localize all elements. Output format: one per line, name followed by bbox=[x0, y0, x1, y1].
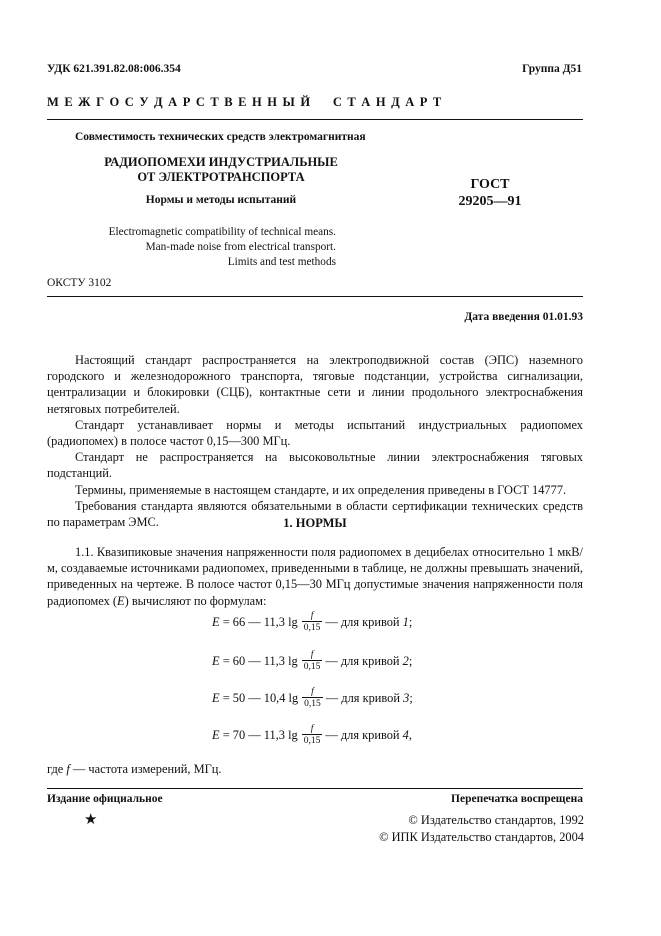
formula-tail: — для кривой bbox=[325, 691, 401, 705]
gost-number: 29205—91 bbox=[458, 194, 522, 209]
formula-curve-3 bbox=[212, 687, 413, 709]
official-edition: Издание официальное bbox=[47, 793, 163, 805]
formula-fraction bbox=[302, 650, 323, 672]
formula-expr: = 60 — 11,3 lg bbox=[222, 654, 298, 668]
fraction-denominator: 0,15 bbox=[303, 662, 321, 672]
fraction-numerator: f bbox=[310, 611, 314, 621]
doc-subtitle: Нормы и методы испытаний bbox=[145, 194, 297, 206]
formula-curve-2 bbox=[212, 650, 412, 672]
formula-end: ; bbox=[408, 654, 413, 668]
okstu-rule bbox=[47, 296, 583, 297]
footer-rule bbox=[47, 788, 583, 789]
formula-lhs: E bbox=[212, 691, 220, 705]
english-title-line3: Limits and test methods bbox=[227, 256, 336, 268]
fraction-denominator: 0,15 bbox=[303, 736, 321, 746]
paragraph-establishes: Стандарт устанавливает нормы и методы испытаний индустриальных радиопомех (радиопомех) в полосе частот 0,15—300 МГц. bbox=[47, 417, 583, 449]
formula-curve-number: 4 bbox=[402, 728, 409, 742]
reprint-notice: Перепечатка воспрещена bbox=[451, 793, 583, 805]
english-title bbox=[70, 225, 336, 270]
category-line: Совместимость технических средств электромагнитная bbox=[75, 131, 366, 143]
where-prefix: где bbox=[47, 762, 67, 776]
doc-title-line2: ОТ ЭЛЕКТРОТРАНСПОРТА bbox=[137, 170, 305, 184]
clause-1-1-text-a: 1.1. Квазипиковые значения напряженности поля радиопомех в децибелах относительно 1 мкВ/м, создаваемые источниками радиопомех, приведенными в таблице, не должны превышать значений, приведенных на чертеже. В полосе частот 0,15—30 МГц допустимые значения напряженности поля радиопомех ( bbox=[47, 545, 583, 608]
formula-end: , bbox=[408, 728, 412, 742]
standard-banner: М Е Ж Г О С У Д А Р С Т В Е Н Н Ы Й С Т А Н Д А Р Т bbox=[47, 95, 443, 109]
fraction-numerator: f bbox=[311, 687, 314, 697]
formula-curve-1 bbox=[212, 611, 412, 633]
formula-curve-4 bbox=[212, 724, 412, 746]
formula-tail: — для кривой bbox=[325, 615, 400, 629]
paragraph-exclusion: Стандарт не распространяется на высоковольтные линии электроснабжения тяговых подстанций. bbox=[47, 450, 583, 481]
okstu-code: ОКСТУ 3102 bbox=[47, 277, 112, 289]
paragraph-requirements: Требования стандарта являются обязательными в области сертификации технических средств по параметрам ЭМС. bbox=[47, 498, 583, 530]
gost-label: ГОСТ bbox=[470, 177, 510, 192]
udk-code: УДК 621.391.82.08:006.354 bbox=[47, 63, 181, 75]
clause-1-1-var: E bbox=[117, 593, 125, 608]
banner-rule bbox=[47, 119, 583, 120]
where-suffix: — частота измерений, МГц. bbox=[69, 762, 222, 776]
formula-fraction bbox=[302, 687, 323, 709]
formula-lhs: E bbox=[212, 728, 220, 742]
group-code: Группа Д51 bbox=[522, 63, 582, 75]
formula-curve-number: 3 bbox=[403, 691, 410, 705]
section-heading: 1. НОРМЫ bbox=[283, 516, 347, 530]
copyright-2004: © ИПК Издательство стандартов, 2004 bbox=[379, 830, 584, 844]
formula-end: ; bbox=[408, 615, 413, 629]
formula-tail: — для кривой bbox=[325, 728, 400, 742]
formula-fraction bbox=[302, 724, 323, 746]
intro-text bbox=[47, 352, 583, 530]
clause-1-1 bbox=[47, 544, 583, 609]
fraction-numerator: f bbox=[310, 724, 314, 734]
fraction-denominator: 0,15 bbox=[304, 699, 321, 709]
fraction-denominator: 0,15 bbox=[303, 623, 321, 633]
fraction-numerator: f bbox=[310, 650, 314, 660]
formula-expr: = 70 — 11,3 lg bbox=[222, 728, 298, 742]
english-title-line1: Electromagnetic compatibility of technical means. bbox=[108, 226, 336, 238]
formula-expr: = 66 — 11,3 lg bbox=[222, 615, 298, 629]
formula-expr: = 50 — 10,4 lg bbox=[222, 691, 299, 705]
star-icon: ★ bbox=[84, 810, 98, 828]
formula-fraction bbox=[302, 611, 323, 633]
gost-designation bbox=[430, 176, 550, 210]
formula-end: ; bbox=[409, 691, 413, 705]
formula-lhs: E bbox=[212, 654, 220, 668]
clause-1-1-text-b: ) вычисляют по формулам: bbox=[124, 593, 267, 608]
where-clause bbox=[47, 761, 221, 777]
english-title-line2: Man-made noise from electrical transport. bbox=[145, 241, 336, 253]
copyright-1992: © Издательство стандартов, 1992 bbox=[408, 813, 584, 827]
where-var: f bbox=[66, 762, 70, 776]
intro-date: Дата введения 01.01.93 bbox=[464, 311, 583, 323]
doc-title-line1: РАДИОПОМЕХИ ИНДУСТРИАЛЬНЫЕ bbox=[104, 155, 338, 169]
formula-curve-number: 2 bbox=[402, 654, 409, 668]
paragraph-terms: Термины, применяемые в настоящем стандарте, и их определения приведены в ГОСТ 14777. bbox=[75, 482, 567, 497]
doc-title bbox=[90, 155, 352, 185]
formula-tail: — для кривой bbox=[325, 654, 400, 668]
copyright-block bbox=[379, 812, 584, 846]
formula-lhs: E bbox=[212, 615, 220, 629]
formula-curve-number: 1 bbox=[402, 615, 409, 629]
paragraph-scope: Настоящий стандарт распространяется на электроподвижной состав (ЭПС) наземного городского и железнодорожного транспорта, тяговые подстанции, устройства сигнализации, централизации и блокировки (СЦБ), контактные сети и линии продольного электроснабжения нетяговых потребителей. bbox=[47, 353, 583, 416]
